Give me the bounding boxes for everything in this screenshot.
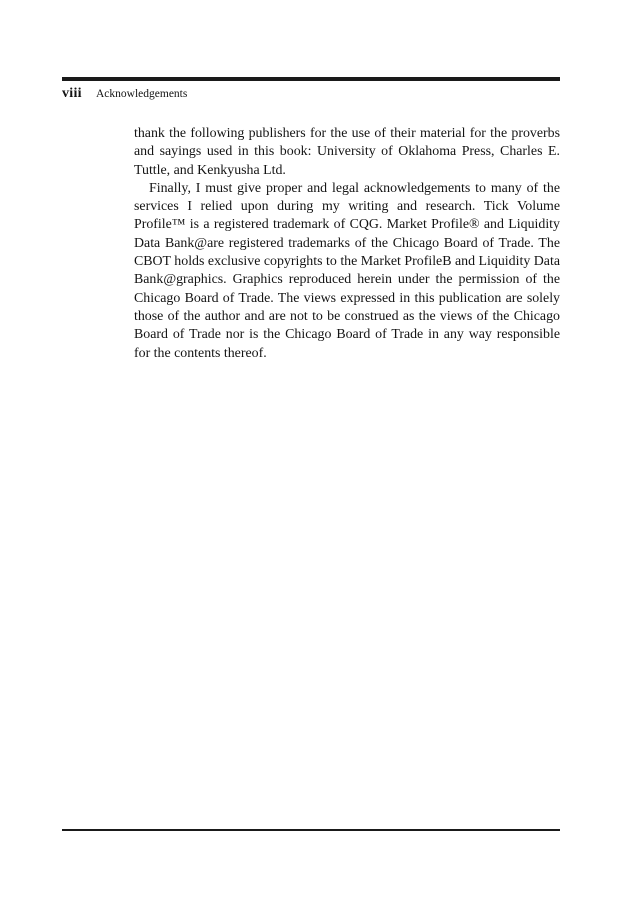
body-text	[134, 125, 560, 363]
running-head	[62, 86, 560, 102]
running-head-title: Acknowledgements	[96, 88, 188, 100]
footer-rule	[62, 829, 560, 831]
header-rule	[62, 77, 560, 81]
paragraph-trademarks: Finally, I must give proper and legal acknowledgements to many of the services I relied upon during my writing and research. Tick Volume Profile™ is a registered trademark of CQG. Market Profile® and Liquidity Data Bank@are registered trademarks of the Chicago Board of Trade. The CBOT holds exclusive copyrights to the Market ProfileB and Liquidity Data Bank@graphics. Graphics reproduced herein under the permission of the Chicago Board of Trade. The views expressed in this publication are solely those of the author and are not to be construed as the views of the Chicago Board of Trade nor is the Chicago Board of Trade in any way responsible for the contents thereof.	[134, 180, 560, 361]
paragraph-continuation: thank the following publishers for the use of their material for the proverbs and sayings used in this book: University of Oklahoma Press, Charles E. Tuttle, and Kenkyusha Ltd.	[134, 126, 560, 178]
page-number: viii	[62, 86, 82, 101]
